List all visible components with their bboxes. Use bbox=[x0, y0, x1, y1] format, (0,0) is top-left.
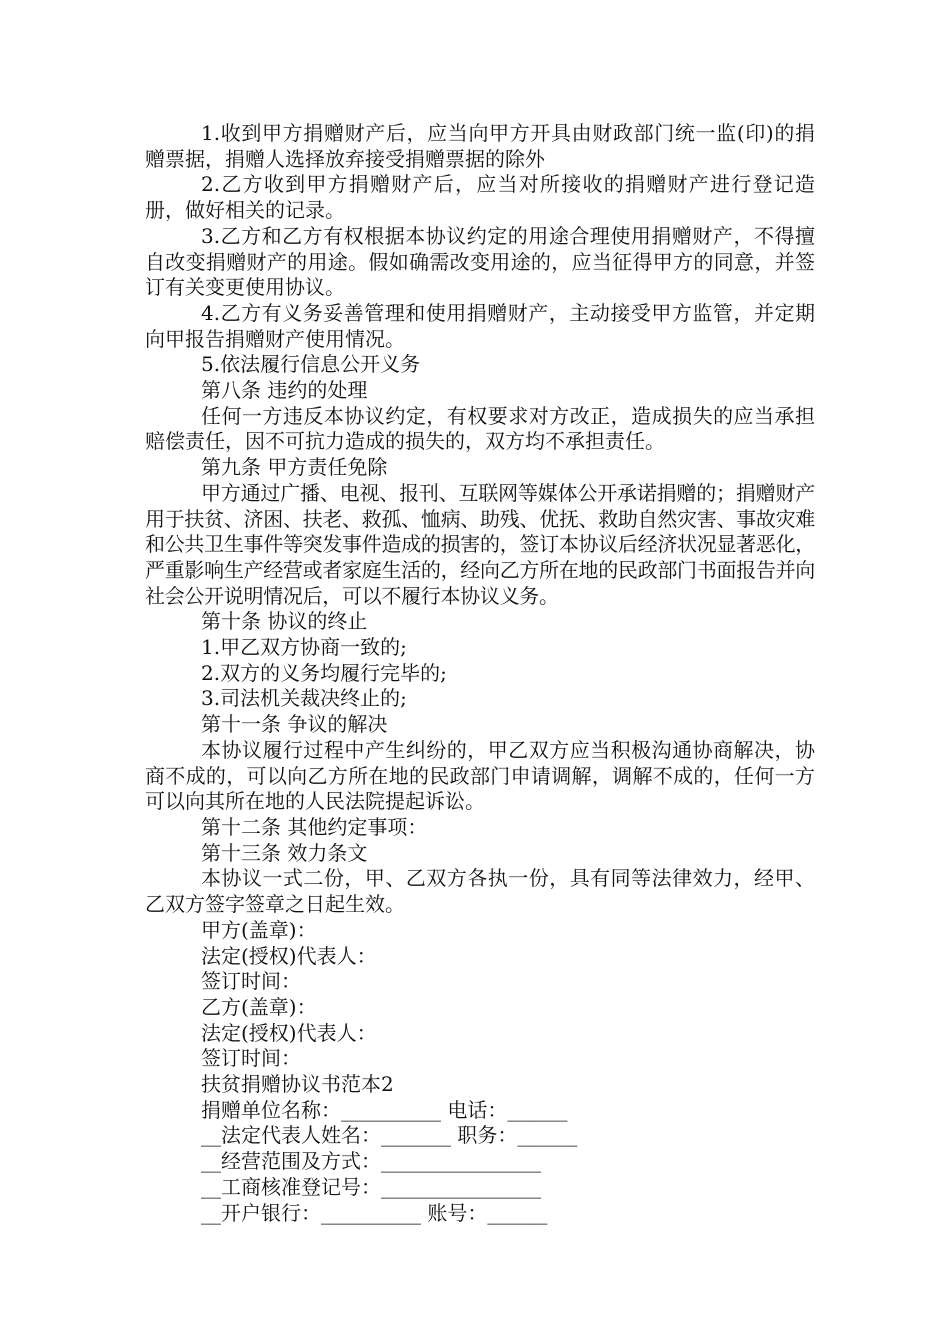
article-8-text: 任何一方违反本协议约定，有权要求对方改正，造成损失的应当承担赔偿责任，因不可抗力造成的损失的，双方均不承担责任。 bbox=[145, 403, 815, 454]
party-b-date-line: 签订时间： bbox=[201, 1046, 301, 1071]
article-11-text: 本协议履行过程中产生纠纷的，甲乙双方应当积极沟通协商解决，协商不成的，可以向乙方所在地的民政部门申请调解，调解不成的，任何一方可以向其所在地的人民法院提起诉讼。 bbox=[145, 737, 815, 814]
party-a-seal-line: 甲方(盖章)： bbox=[201, 917, 317, 942]
article-13-text: 本协议一式二份，甲、乙双方各执一份，具有同等法律效力，经甲、乙双方签字签章之日起生效。 bbox=[145, 866, 815, 917]
template-2-title: 扶贫捐赠协议书范本2 bbox=[201, 1072, 394, 1097]
clause-item-3: 3.乙方和乙方有权根据本协议约定的用途合理使用捐赠财产，不得擅自改变捐赠财产的用途。假如确需改变用途的，应当征得甲方的同意，并签订有关变更使用协议。 bbox=[145, 223, 815, 300]
clause-item-5: 5.依法履行信息公开义务 bbox=[201, 352, 421, 377]
article-12-heading: 第十二条 其他约定事项： bbox=[201, 814, 428, 839]
article-9-text: 甲方通过广播、电视、报刊、互联网等媒体公开承诺捐赠的；捐赠财产用于扶贫、济困、扶老、救孤、恤病、助残、优抚、救助自然灾害、事故灾难和公共卫生事件等突发事件造成的损害的，签订本协议后经济状况显著恶化，严重影响生产经营或者家庭生活的，经向乙方所在地的民政部门书面报告并向社会公开说明情况后，可以不履行本协议义务。 bbox=[145, 480, 815, 608]
article-8-heading: 第八条 违约的处理 bbox=[201, 378, 368, 403]
article-11-heading: 第十一条 争议的解决 bbox=[201, 712, 388, 737]
clause-item-1: 1.收到甲方捐赠财产后，应当向甲方开具由财政部门统一监(印)的捐赠票据，捐赠人选择放弃接受捐赠票据的除外 bbox=[145, 121, 815, 171]
clause-item-4: 4.乙方有义务妥善管理和使用捐赠财产，主动接受甲方监管，并定期向甲报告捐赠财产使用情况。 bbox=[145, 300, 815, 351]
termination-item-3: 3.司法机关裁决终止的; bbox=[201, 686, 407, 711]
party-a-representative-line: 法定(授权)代表人： bbox=[201, 943, 377, 968]
business-scope-line: __经营范围及方式：________________ bbox=[201, 1149, 541, 1174]
bank-account-line: __开户银行：__________ 账号：______ bbox=[201, 1200, 548, 1225]
legal-rep-title-line: __法定代表人姓名：_______ 职务：______ bbox=[201, 1123, 578, 1148]
donor-name-phone-line: 捐赠单位名称：__________ 电话：______ bbox=[201, 1097, 568, 1122]
document-body bbox=[145, 121, 815, 1226]
party-a-date-line: 签订时间： bbox=[201, 969, 301, 994]
article-10-heading: 第十条 协议的终止 bbox=[201, 609, 368, 634]
party-b-representative-line: 法定(授权)代表人： bbox=[201, 1020, 377, 1045]
termination-item-1: 1.甲乙双方协商一致的; bbox=[201, 635, 407, 660]
clause-item-2: 2.乙方收到甲方捐赠财产后，应当对所接收的捐赠财产进行登记造册，做好相关的记录。 bbox=[145, 172, 815, 223]
article-13-heading: 第十三条 效力条文 bbox=[201, 840, 368, 865]
article-9-heading: 第九条 甲方责任免除 bbox=[201, 455, 388, 480]
termination-item-2: 2.双方的义务均履行完毕的; bbox=[201, 660, 447, 685]
registration-number-line: __工商核准登记号：________________ bbox=[201, 1174, 541, 1199]
party-b-seal-line: 乙方(盖章)： bbox=[201, 994, 317, 1019]
